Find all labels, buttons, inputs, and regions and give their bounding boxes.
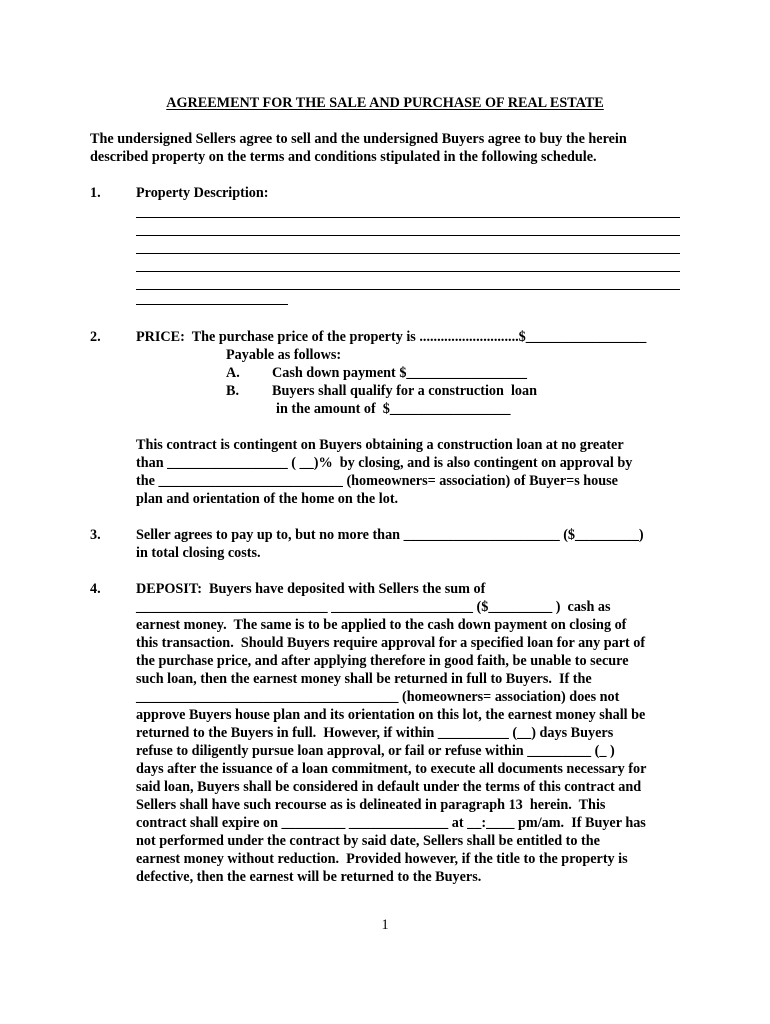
- section-2-price-line: PRICE: The purchase price of the property is ............................$_________________: [136, 329, 647, 345]
- section-4-line-8: approve Buyers house plan and its orientation on this lot, the earnest money shall be: [136, 707, 646, 723]
- section-2-contingency-line-4: plan and orientation of the home on the lot.: [136, 491, 399, 507]
- section-4-number: 4.: [90, 581, 101, 597]
- section-3-line-2: in total closing costs.: [136, 545, 261, 561]
- intro-line-2: described property on the terms and conditions stipulated in the following schedule.: [90, 149, 597, 165]
- intro-line-1: The undersigned Sellers agree to sell and the undersigned Buyers agree to buy the herein: [90, 131, 627, 147]
- section-4-line-3: earnest money. The same is to be applied to the cash down payment on closing of: [136, 617, 627, 633]
- section-4-line-11: days after the issuance of a loan commitment, to execute all documents necessary for: [136, 761, 647, 777]
- section-4-line-5: the purchase price, and after applying therefore in good faith, be unable to secure: [136, 653, 629, 669]
- property-description-line-2[interactable]: [136, 235, 680, 236]
- section-3-number: 3.: [90, 527, 101, 543]
- section-4-line-7: _____________________________________ (homeowners= association) does not: [136, 689, 620, 705]
- section-2-contingency-line-3: the __________________________ (homeowners= association) of Buyer=s house: [136, 473, 618, 489]
- section-2-b-text: Buyers shall qualify for a construction loan: [272, 383, 537, 399]
- section-4-line-1: DEPOSIT: Buyers have deposited with Sellers the sum of: [136, 581, 486, 597]
- section-4-line-13: Sellers shall have such recourse as is delineated in paragraph 13 herein. This: [136, 797, 606, 813]
- section-4-line-6: such loan, then the earnest money shall be returned in full to Buyers. If the: [136, 671, 592, 687]
- section-4-line-4: this transaction. Should Buyers require approval for a specified loan for any part of: [136, 635, 646, 651]
- section-3-line-1: Seller agrees to pay up to, but no more than ______________________ ($_________): [136, 527, 644, 543]
- section-2-a-text: Cash down payment $_________________: [272, 365, 528, 381]
- property-description-line-3[interactable]: [136, 253, 680, 254]
- section-4-line-2: ___________________________ ____________________ ($_________ ) cash as: [136, 599, 611, 615]
- section-1-heading: Property Description:: [136, 185, 269, 201]
- section-2-b-text-2: in the amount of $_________________: [276, 401, 511, 417]
- section-2-payable: Payable as follows:: [226, 347, 342, 363]
- section-4-line-17: defective, then the earnest will be returned to the Buyers.: [136, 869, 482, 885]
- document-title: AGREEMENT FOR THE SALE AND PURCHASE OF REAL ESTATE: [166, 95, 604, 111]
- section-2-b-label: B.: [226, 383, 240, 399]
- section-4-line-16: earnest money without reduction. Provided however, if the title to the property is: [136, 851, 628, 867]
- property-description-line-4[interactable]: [136, 271, 680, 272]
- property-description-line-6[interactable]: [136, 304, 288, 305]
- section-1-number: 1.: [90, 185, 101, 201]
- page-number: 1: [381, 917, 389, 933]
- section-2-contingency-line-2: than _________________ ( __)% by closing, and is also contingent on approval by: [136, 455, 633, 471]
- section-2-contingency-line-1: This contract is contingent on Buyers obtaining a construction loan at no greater: [136, 437, 624, 453]
- section-2-a-label: A.: [226, 365, 240, 381]
- section-4-line-12: said loan, Buyers shall be considered in default under the terms of this contract and: [136, 779, 642, 795]
- section-2-number: 2.: [90, 329, 101, 345]
- property-description-line-5[interactable]: [136, 289, 680, 290]
- property-description-line-1[interactable]: [136, 217, 680, 218]
- section-4-line-10: refuse to diligently pursue loan approval, or fail or refuse within _________ (_ ): [136, 743, 615, 759]
- section-4-line-15: not performed under the contract by said date, Sellers shall be entitled to the: [136, 833, 600, 849]
- section-4-line-9: returned to the Buyers in full. However, if within __________ (__) days Buyers: [136, 725, 614, 741]
- section-4-line-14: contract shall expire on _________ ______________ at __:____ pm/am. If Buyer has: [136, 815, 646, 831]
